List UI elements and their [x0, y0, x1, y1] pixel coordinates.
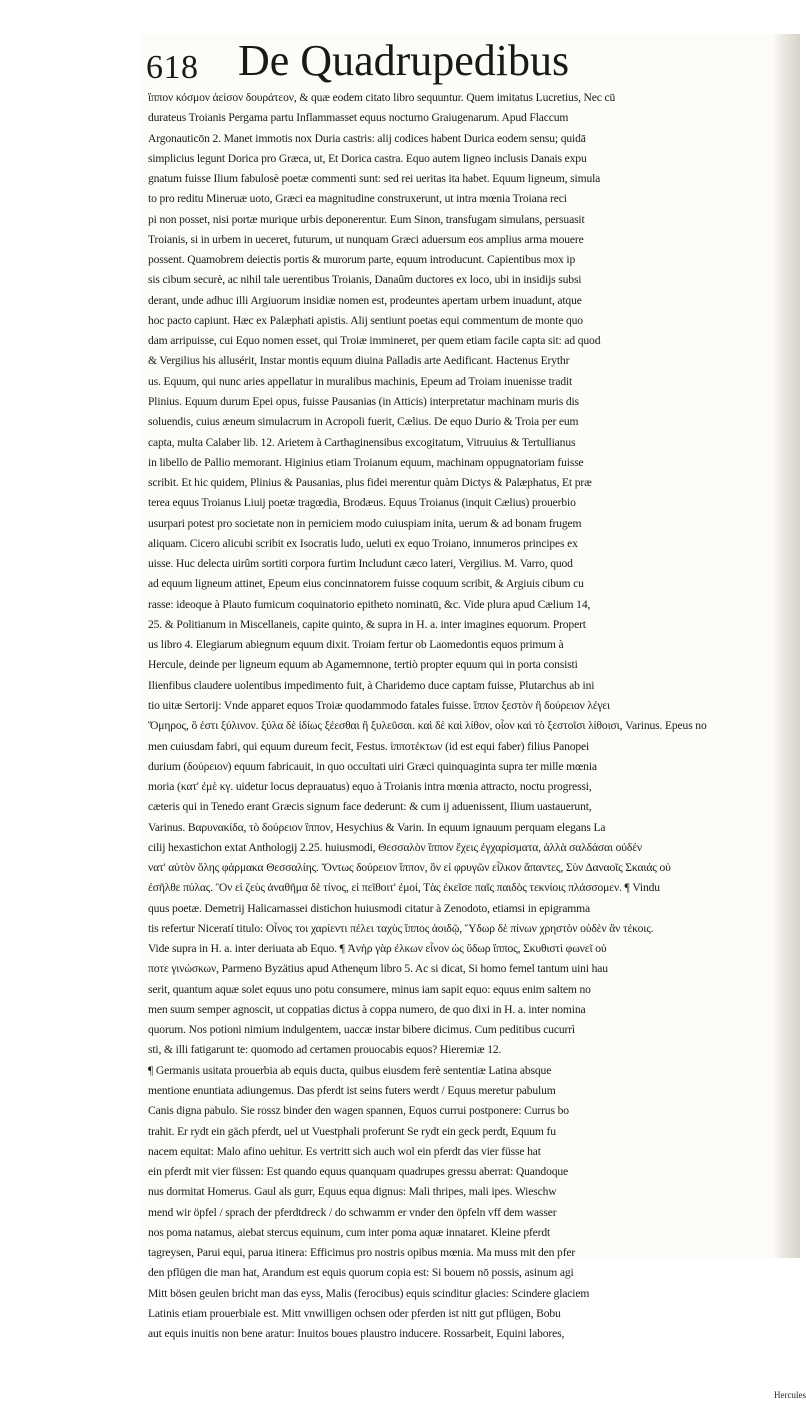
- text-line: us libro 4. Elegiarum abiegnum equum dixit. Troiam fertur ob Laomedontis equos primum à: [148, 638, 564, 652]
- margin-note: [774, 595, 800, 615]
- margin-note: [774, 433, 800, 453]
- margin-note: [774, 1284, 800, 1304]
- text-line: quorum. Nos potioni nimium indulgentem, uaccæ instar bibere dicimus. Cum peditibus cucurrì: [148, 1023, 575, 1037]
- margin-note: [774, 291, 800, 311]
- text-line: sis cibum securè, ac nihil tale uerentibus Troianis, Danaûm ductores ex loco, ubi in insidijs subsi: [148, 273, 582, 287]
- margin-note: [774, 1000, 800, 1020]
- margin-note: [774, 737, 800, 757]
- text-line: possent. Quamobrem deiectis portis & murorum parte, equum introducunt. Capientibus mox ip: [148, 253, 576, 267]
- text-line: terea equus Troianus Liuij poetæ tragœdia, Brodæus. Equus Troianus (inquit Cælius) prouerbio: [148, 496, 576, 510]
- margin-note: [774, 818, 800, 838]
- margin-note: [774, 1344, 800, 1364]
- text-line: tis refertur Niceratí titulo: Οἶνος τοι χαρίεντι πέλει ταχὺς ἵππος ἀοιδῷ, Ὕδωρ δὲ πίνων χρηστὸν οὐδὲν ἂν τέκοις.: [148, 921, 654, 935]
- margin-note: [774, 270, 800, 290]
- margin-note: [774, 959, 800, 979]
- margin-note: [774, 189, 800, 209]
- margin-note: Hercules: [774, 1390, 806, 1400]
- text-line: Plinius. Equum durum Epei opus, fuisse Pausanias (in Atticis) interpretatur machinam muris dis: [148, 394, 579, 408]
- text-line: ποτε γινώσκων, Parmeno Byzätius apud Athenęum libro 5. Ac si dicat, Si homo femel tantum uini hau: [148, 962, 608, 976]
- margin-note: [774, 858, 800, 878]
- margin-note: [774, 372, 800, 392]
- text-line: durium (δούρειον) equum fabricauit, in quo occultati uiri Græci quinquaginta supra ter mille mœnia: [148, 759, 597, 773]
- text-line: cæteris qui in Tenedo erant Græcis signum face dederunt: & cum ij aduenissent, Ilium uastauerunt,: [148, 800, 592, 814]
- margin-note: [774, 1365, 800, 1385]
- text-line: in libello de Pallio memorant. Higinius etiam Troianum equum, machinam oppugnatoriam fuisse: [148, 455, 584, 469]
- margin-note: [774, 534, 800, 554]
- text-line: Latinis etiam prouerbiale est. Mitt vnwilligen ochsen oder pferden ist nitt gut pflügen, Bobu: [148, 1306, 561, 1320]
- text-line: ¶ Germanis usitata prouerbia ab equis ducta, quibus eiusdem ferè sententiæ Latina absque: [148, 1063, 552, 1077]
- text-line: to pro reditu Mineruæ uoto, Græci ea magnitudine construxerunt, ut intra mœnia Troiana reci: [148, 192, 567, 206]
- margin-note: [774, 1142, 800, 1162]
- text-line: derant, unde adhuc illi Argiuorum insidiæ nomen est, prodeuntes apertam urbem inuadunt, atque: [148, 293, 582, 307]
- margin-note: [774, 230, 800, 250]
- text-line: Argonauticōn 2. Manet immotis nox Duria castris: alij codices habent Durica eodem sensu; quidā: [148, 131, 586, 145]
- margin-note: [774, 1040, 800, 1060]
- text-line: & Vergilius his allusérit, Instar montis equum diuina Palladis arte Aedificant. Hactenus Erythr: [148, 354, 570, 368]
- margin-note: [774, 919, 800, 939]
- margin-note: [774, 412, 800, 432]
- text-line: hoc pacto capiunt. Hæc ex Palæphati apistis. Alij sentiunt poetas equi commentum de monte quo: [148, 313, 583, 327]
- text-line: Hercule, deinde per ligneum equum ab Agamemnone, tertiò propter equum qui in porta consisti: [148, 658, 578, 672]
- margin-note: [774, 1263, 800, 1283]
- margin-note: [774, 210, 800, 230]
- text-line: uisse. Huc delecta uirûm sortiti corpora furtim Includunt cæco lateri, Vergilius. M. Varro, quod: [148, 557, 573, 571]
- text-line: Ilienfibus claudere uolentibus impedimento fuit, à Charidemo duce captam fuisse, Plutarchus ab ini: [148, 678, 595, 692]
- text-line: pi non posset, nisi portæ murique urbis deponerentur. Eum Sinon, transfugam simulans, persuasit: [148, 212, 585, 226]
- margin-note: [774, 696, 800, 716]
- text-line: den pflügen die man hat, Arandum est equis quorum copia est: Si bouem nō possis, asinum agi: [148, 1266, 574, 1280]
- text-line: rasse: ideoque à Plauto fumicum coquinatorio epitheto nominatū, &c. Vide plura apud Cælium 14,: [148, 597, 591, 611]
- margin-note: [774, 980, 800, 1000]
- text-line: cilij hexastichon extat Anthologij 2.25. huiusmodi, Θεσσαλὸν ἵππον ἔχεις ἐγχαρίσματα, ἀλλὰ σαλδάσαι οὐδέν: [148, 840, 643, 854]
- text-line: tio uitæ Sertorij: Vnde apparet equos Troiæ quodammodo fatales fuisse. ἵππον ξεστὸν ἢ δούρειον λέγει: [148, 698, 611, 712]
- margin-note: [774, 878, 800, 898]
- text-line: ad equum ligneum attinet, Epeum eius concinnatorem fuisse coquum scribit, & Argiuis cibum cu: [148, 577, 584, 591]
- text-line: ἐσῆλθε πύλας. Ὃν εἰ ζεὺς ἀναθῆμα δὲ τίνος, εἰ πεῖθοιτ' ἐμοί, Τὰς ἐκεῖσε παῖς παιδὸς τεκνίοις πλάσσομεν. ¶ Vindu: [148, 881, 660, 895]
- text-line: aut equis inuitis non bene aratur: Inuitos boues plaustro inducere. Rossarbeit, Equini labores,: [148, 1327, 565, 1341]
- margin-note: [774, 1223, 800, 1243]
- text-line: soluendis, cuius æneum simulacrum in Acropoli fuerit, Cælius. De equo Durio & Troia per eum: [148, 415, 579, 429]
- text-line: trahit. Er rydt ein gäch pferdt, uel ut Vuestphali proferunt Se rydt ein geck perdt, Equum fu: [148, 1124, 556, 1138]
- body-text: [148, 88, 770, 1344]
- margin-note: [774, 1081, 800, 1101]
- text-line: dam arripuisse, cui Equo nomen esset, qui Troiæ immineret, per quem etiam facile capta sit: ad quod: [148, 334, 601, 348]
- margin-note: [774, 777, 800, 797]
- text-line: simplicius legunt Dorica pro Græca, ut, Et Dorica castra. Equo autem ligneo inclusis Danais expu: [148, 151, 587, 165]
- margin-note: [774, 169, 800, 189]
- text-line: Varinus. Βαρυνακίδα, τὸ δούρειον ἵππον, Hesychius & Varin. In equum ignauum perquam elegans La: [148, 820, 606, 834]
- text-line: aliquam. Cicero alicubi scribit ex Isocratis ludo, ueluti ex equo Troiano, innumeros principes ex: [148, 536, 578, 550]
- text-line: Mitt bösen geulen bricht man das eyss, Malis (ferocibus) equis scinditur glacies: Scindere glaciem: [148, 1286, 590, 1300]
- margin-notes: [774, 88, 806, 1405]
- margin-note: [774, 838, 800, 858]
- margin-note: [774, 1182, 800, 1202]
- text-line: νατ' αὐτὸν ὅλης φάρμακα Θεσσαλίης. Ὄντως δούρειον ἵππον, ὃν εἰ φρυγῶν εἷλκον ἅπαντες, Σὺν Δαναοῖς Σκαιάς οὐ: [148, 861, 671, 875]
- page-number: 618: [146, 49, 199, 86]
- text-line: Ὅμηρος, ὃ ἐστι ξύλινον. ξύλα δὲ ἰδίως ξέεσθαι ἢ ξυλεῦσαι. καὶ δὲ καὶ λίθον, οἷον καὶ τὸ ξεστοῖσι λίθοισι, Varinus. Epeus no: [148, 719, 707, 733]
- text-line: durateus Troianis Pergama partu Inflammasset equus nocturno Graiugenarum. Apud Flaccum: [148, 111, 569, 125]
- margin-note: [774, 797, 800, 817]
- margin-note: [774, 1304, 800, 1324]
- margin-note: [774, 1101, 800, 1121]
- margin-note: [774, 149, 800, 169]
- margin-note: [774, 655, 800, 675]
- text-line: quus poetæ. Demetrij Halicarnassei distichon huiusmodi citatur à Zenodoto, etiamsi in epigramma: [148, 901, 590, 915]
- text-line: us. Equum, qui nunc aries appellatur in muralibus machinis, Epeum ad Troiam inuenisse tradit: [148, 374, 573, 388]
- margin-note: [774, 635, 800, 655]
- text-line: Canis digna pabulo. Sie rossz binder den wagen spannen, Equos currui postponere: Currus bo: [148, 1104, 569, 1118]
- margin-note: [774, 1122, 800, 1142]
- text-line: tagreysen, Parui equi, parua itinera: Efficimus pro nostris opibus mœnia. Ma muss mit den pfer: [148, 1246, 576, 1260]
- margin-note: [774, 1243, 800, 1263]
- margin-note: [774, 392, 800, 412]
- text-line: capta, multa Calaber lib. 12. Arietem à Carthaginensibus excogitatum, Vitruuius & Tertullianus: [148, 435, 576, 449]
- text-line: serit, quantum aquæ solet equus uno potu consumere, minus iam sapit equo: equus enim saltem no: [148, 982, 591, 996]
- margin-note: [774, 331, 800, 351]
- margin-note: [774, 129, 800, 149]
- text-line: men suum semper agnoscit, ut coppatias dictus à coppa numero, de quo dixi in H. a. inter nomina: [148, 1002, 586, 1016]
- margin-note: [774, 1162, 800, 1182]
- text-line: Troianis, si in urbem in ueceret, futurum, ut nunquam Græci aduersum eos amplius arma mouere: [148, 232, 584, 246]
- text-line: mentione enuntiata adiungemus. Das pferdt ist seins futers werdt / Equus meretur pabulum: [148, 1084, 556, 1098]
- margin-note: [774, 88, 800, 108]
- text-line: usurpari potest pro societate non in perniciem modo cuiuspiam inita, uerum & ad bonam frugem: [148, 516, 582, 530]
- text-line: gnatum fuisse Ilium fabulosè poetæ commenti sunt: sed rei ueritas ita habet. Equum ligneum, simula: [148, 172, 601, 186]
- margin-note: [774, 615, 800, 635]
- text-line: Vide supra in H. a. inter deriuata ab Equo. ¶ Ἀνὴρ γὰρ ἐλκων εἶνον ὡς ὕδωρ ἵππος, Σκυθιστὶ φωνεῖ οὐ: [148, 942, 607, 956]
- text-line: moria (κατ' ἐμὲ κγ. uidetur locus deprauatus) equo à Troianis intra mœnia attracto, noctu progressi,: [148, 780, 592, 794]
- text-line: mend wir öpfel / sprach der pferdtdreck / do schwamm er vnder den öpfeln vff dem wasser: [148, 1205, 557, 1219]
- text-line: 25. & Politianum in Miscellaneis, capite quinto, & supra in H. a. inter imagines equorum. Propert: [148, 617, 586, 631]
- text-line: scribit. Et hic quidem, Plinius & Pausanias, plus fidei merentur quàm Dictys & Palæphatus, Et præ: [148, 476, 592, 490]
- margin-note: [774, 250, 800, 270]
- margin-note: [774, 716, 800, 736]
- margin-note: [774, 899, 800, 919]
- margin-note: [774, 453, 800, 473]
- text-line: sti, & illi fatigarunt te: quomodo ad certamen prouocabis equos? Hieremiæ 12.: [148, 1043, 502, 1057]
- margin-note: [774, 351, 800, 371]
- text-line: men cuiusdam fabri, qui equum dureum fecit, Festus. ἱπποτέκτων (id est equi faber) filius Panopei: [148, 739, 590, 753]
- text-line: nos poma natamus, aiebat stercus equinum, cum inter poma aquæ innataret. Kleine pferdt: [148, 1225, 551, 1239]
- margin-note: [774, 757, 800, 777]
- text-line: ein pferdt mit vier füssen: Est quando equus quanquam quadrupes gressu aberrat: Quandoque: [148, 1165, 569, 1179]
- margin-note: [774, 939, 800, 959]
- margin-note: [774, 514, 800, 534]
- text-line: nus dormitat Homerus. Gaul als gurr, Equus equa dignus: Mali thripes, mali ipes. Wieschw: [148, 1185, 557, 1199]
- text-line: ἵππον κόσμον ἀείσον δουράτεον, & quæ eodem citato libro sequuntur. Quem imitatus Lucretius, Nec cū: [148, 91, 616, 104]
- margin-note: [774, 1020, 800, 1040]
- running-head: De Quadrupedibus: [238, 36, 570, 85]
- margin-note: [774, 676, 800, 696]
- text-line: nacem equitat: Malo afino uehitur. Es vertritt sich auch wol ein pferdt das vier füsse hat: [148, 1144, 541, 1158]
- margin-note: [774, 493, 800, 513]
- margin-note: [774, 311, 800, 331]
- margin-note: [774, 1203, 800, 1223]
- margin-note: [774, 473, 800, 493]
- margin-note: [774, 574, 800, 594]
- margin-note: [774, 1061, 800, 1081]
- margin-note: [774, 554, 800, 574]
- margin-note: [774, 108, 800, 128]
- margin-note: [774, 1324, 800, 1344]
